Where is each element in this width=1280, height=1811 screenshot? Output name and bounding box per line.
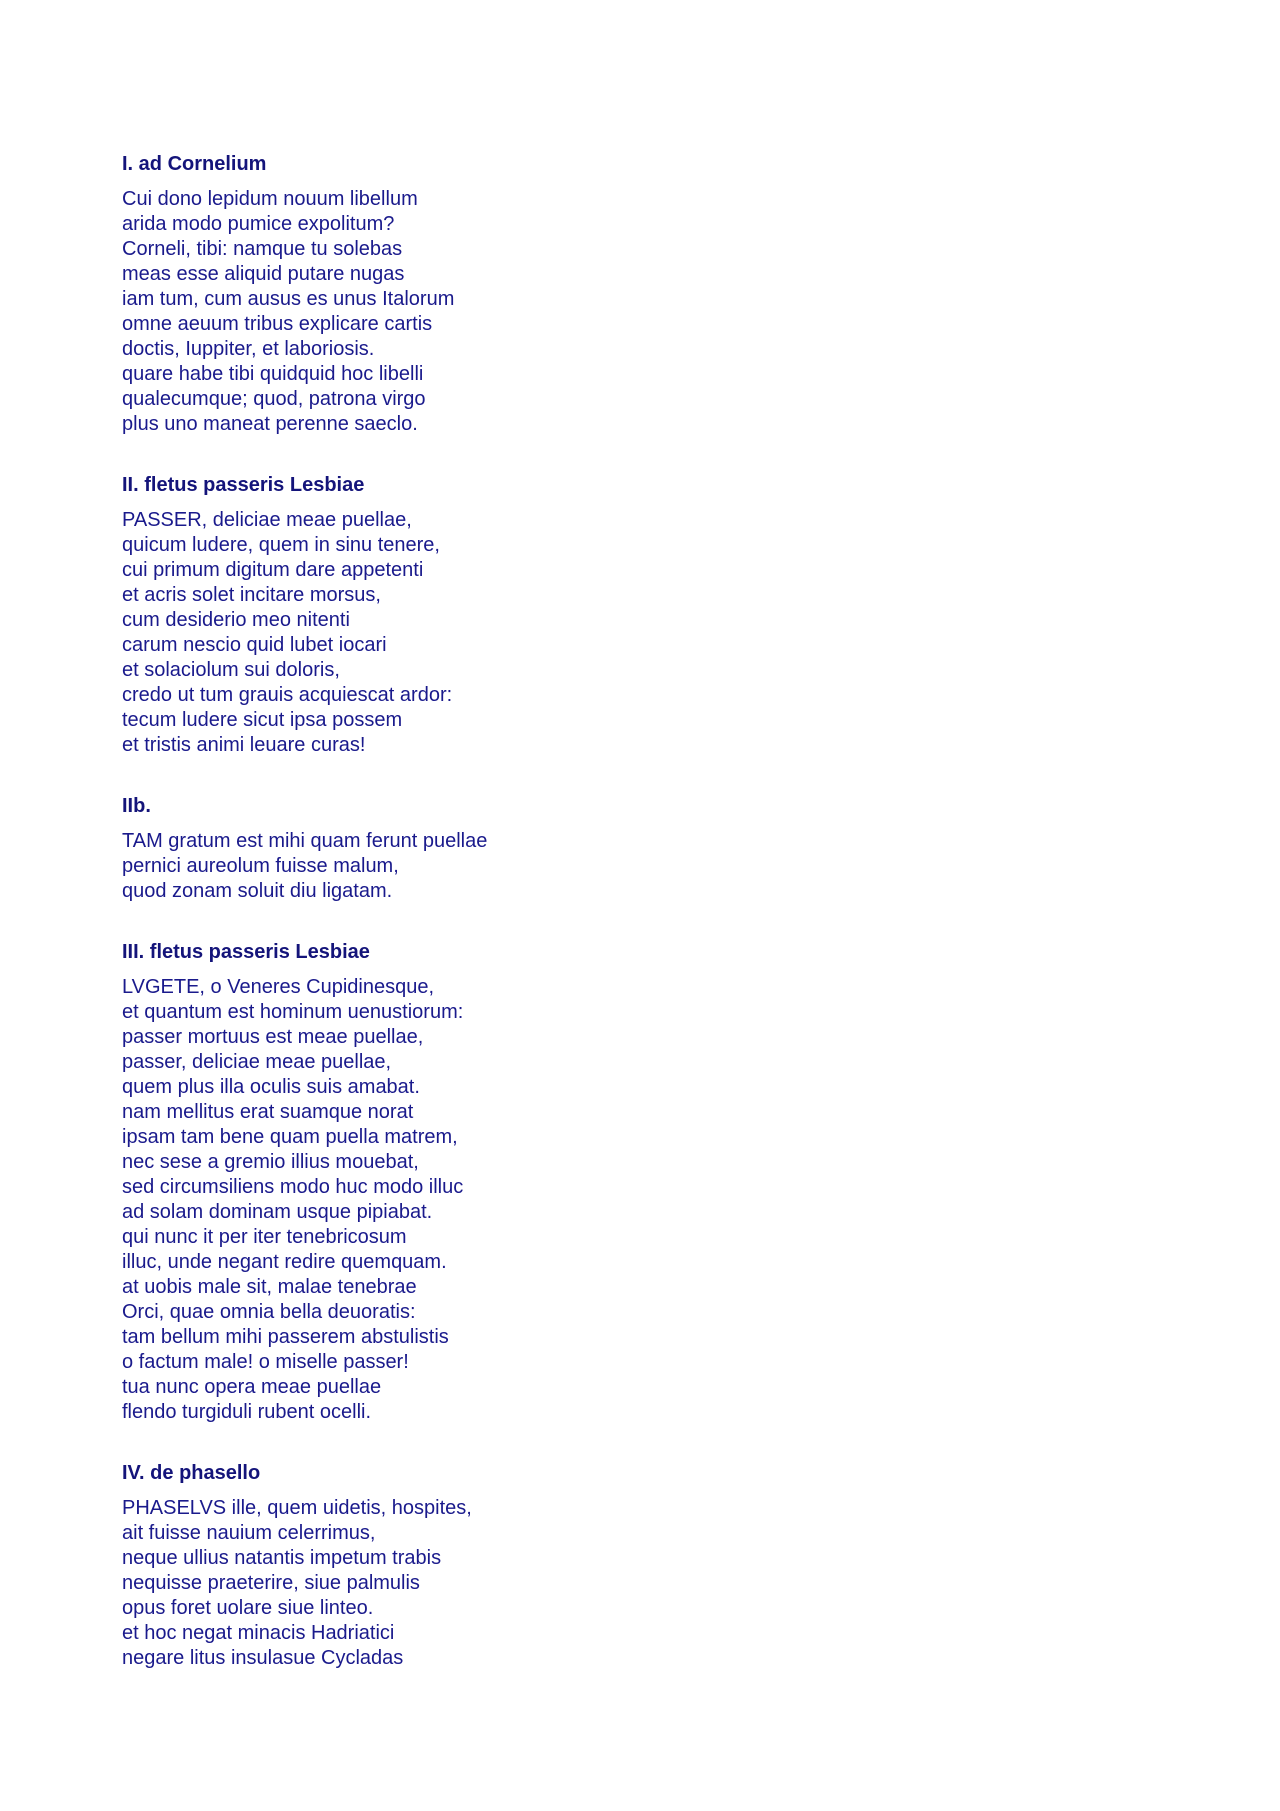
verse-line: et hoc negat minacis Hadriatici xyxy=(122,1622,395,1644)
verse-line: nec sese a gremio illius mouebat, xyxy=(122,1151,419,1173)
document-page xyxy=(122,152,1022,1707)
verse-line: quod zonam soluit diu ligatam. xyxy=(122,880,393,902)
verse-line: TAM gratum est mihi quam ferunt puellae xyxy=(122,830,488,852)
poem-section xyxy=(122,794,1022,904)
poem-title: II. fletus passeris Lesbiae xyxy=(122,474,365,496)
verse-line: tecum ludere sicut ipsa possem xyxy=(122,709,403,731)
poem-body xyxy=(122,1496,1022,1671)
verse-line: nequisse praeterire, siue palmulis xyxy=(122,1572,420,1594)
verse-line: tua nunc opera meae puellae xyxy=(122,1376,382,1398)
verse-line: iam tum, cum ausus es unus Italorum xyxy=(122,288,455,310)
poem-title: IIb. xyxy=(122,795,151,817)
poem-body xyxy=(122,829,1022,904)
poem-body xyxy=(122,975,1022,1425)
verse-line: et tristis animi leuare curas! xyxy=(122,734,366,756)
verse-line: Orci, quae omnia bella deuoratis: xyxy=(122,1301,416,1323)
verse-line: cum desiderio meo nitenti xyxy=(122,609,350,631)
poem-title: I. ad Cornelium xyxy=(122,153,267,175)
poem-body xyxy=(122,508,1022,758)
verse-line: passer mortuus est meae puellae, xyxy=(122,1026,424,1048)
verse-line: carum nescio quid lubet iocari xyxy=(122,634,387,656)
poem-title: IV. de phasello xyxy=(122,1462,261,1484)
verse-line: LVGETE, o Veneres Cupidinesque, xyxy=(122,976,435,998)
verse-line: quare habe tibi quidquid hoc libelli xyxy=(122,363,424,385)
verse-line: PHASELVS ille, quem uidetis, hospites, xyxy=(122,1497,472,1519)
poem-body xyxy=(122,187,1022,437)
verse-line: plus uno maneat perenne saeclo. xyxy=(122,413,418,435)
poem-section xyxy=(122,152,1022,437)
verse-line: negare litus insulasue Cycladas xyxy=(122,1647,404,1669)
verse-line: qualecumque; quod, patrona virgo xyxy=(122,388,426,410)
verse-line: qui nunc it per iter tenebricosum xyxy=(122,1226,407,1248)
verse-line: illuc, unde negant redire quemquam. xyxy=(122,1251,447,1273)
verse-line: et quantum est hominum uenustiorum: xyxy=(122,1001,464,1023)
poem-title: III. fletus passeris Lesbiae xyxy=(122,941,370,963)
verse-line: et solaciolum sui doloris, xyxy=(122,659,340,681)
verse-line: Corneli, tibi: namque tu solebas xyxy=(122,238,403,260)
poem-section xyxy=(122,473,1022,758)
verse-line: PASSER, deliciae meae puellae, xyxy=(122,509,412,531)
verse-line: o factum male! o miselle passer! xyxy=(122,1351,409,1373)
verse-line: doctis, Iuppiter, et laboriosis. xyxy=(122,338,375,360)
verse-line: sed circumsiliens modo huc modo illuc xyxy=(122,1176,464,1198)
verse-line: opus foret uolare siue linteo. xyxy=(122,1597,374,1619)
verse-line: cui primum digitum dare appetenti xyxy=(122,559,424,581)
verse-line: arida modo pumice expolitum? xyxy=(122,213,395,235)
verse-line: tam bellum mihi passerem abstulistis xyxy=(122,1326,449,1348)
verse-line: credo ut tum grauis acquiescat ardor: xyxy=(122,684,453,706)
verse-line: passer, deliciae meae puellae, xyxy=(122,1051,392,1073)
verse-line: ait fuisse nauium celerrimus, xyxy=(122,1522,376,1544)
verse-line: et acris solet incitare morsus, xyxy=(122,584,381,606)
verse-line: at uobis male sit, malae tenebrae xyxy=(122,1276,417,1298)
verse-line: ad solam dominam usque pipiabat. xyxy=(122,1201,433,1223)
verse-line: pernici aureolum fuisse malum, xyxy=(122,855,399,877)
verse-line: nam mellitus erat suamque norat xyxy=(122,1101,414,1123)
verse-line: Cui dono lepidum nouum libellum xyxy=(122,188,418,210)
verse-line: quicum ludere, quem in sinu tenere, xyxy=(122,534,440,556)
verse-line: omne aeuum tribus explicare cartis xyxy=(122,313,433,335)
verse-line: quem plus illa oculis suis amabat. xyxy=(122,1076,420,1098)
verse-line: meas esse aliquid putare nugas xyxy=(122,263,405,285)
poem-section xyxy=(122,940,1022,1425)
verse-line: neque ullius natantis impetum trabis xyxy=(122,1547,442,1569)
verse-line: ipsam tam bene quam puella matrem, xyxy=(122,1126,458,1148)
verse-line: flendo turgiduli rubent ocelli. xyxy=(122,1401,372,1423)
poem-section xyxy=(122,1461,1022,1671)
